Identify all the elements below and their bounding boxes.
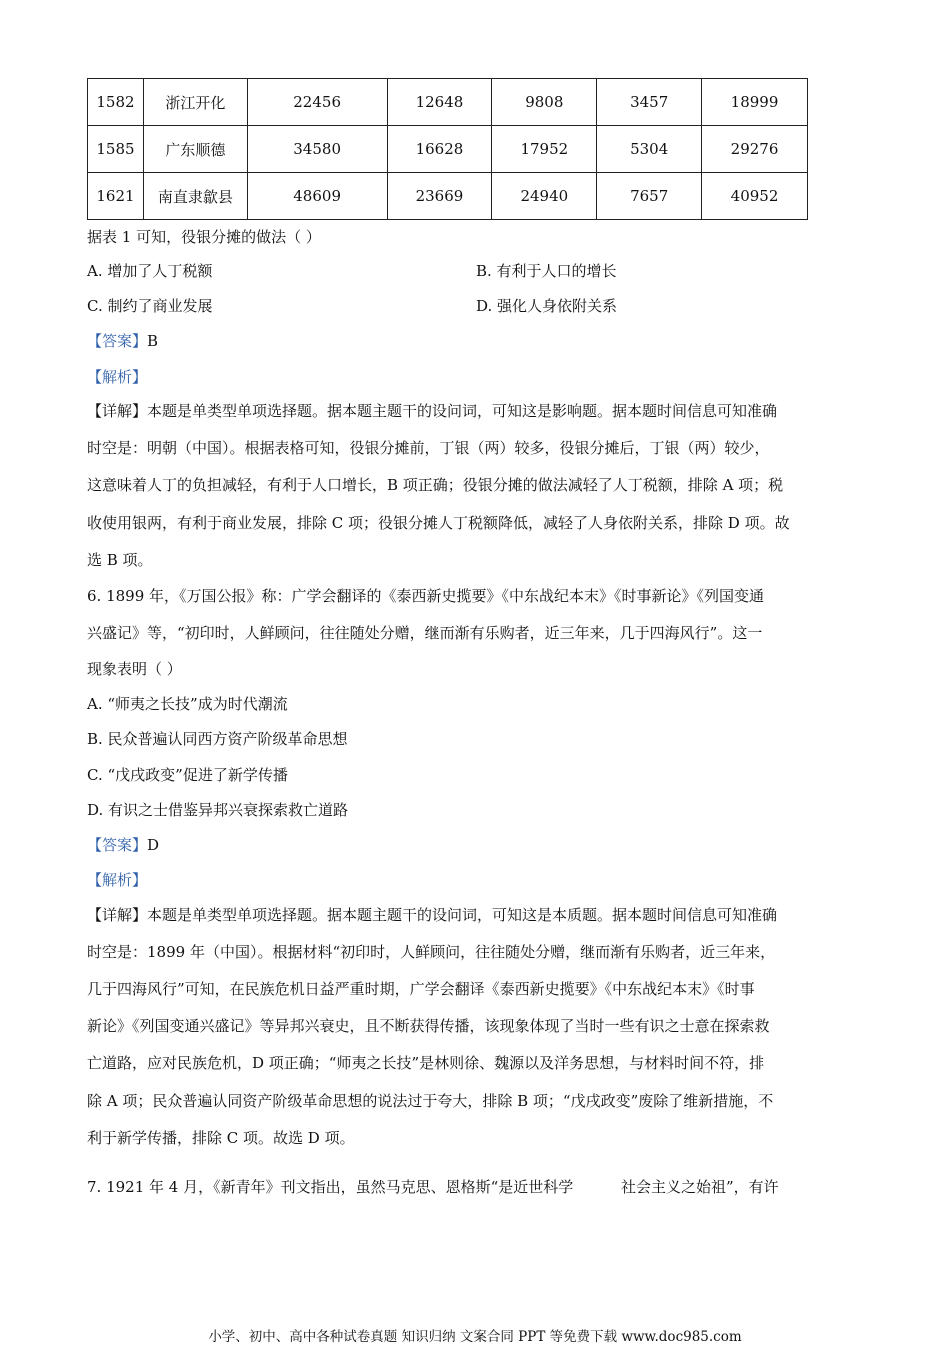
- q5-detail-line-2: 时空是：明朝（中国）。根据表格可知，役银分摊前，丁银（两）较多，役银分摊后，丁银（两）较少，: [87, 439, 770, 457]
- table-cell: 18999: [702, 79, 808, 126]
- q6-answer-line: [87, 835, 159, 855]
- q6-option-c: C. “戊戌政变”促进了新学传播: [87, 766, 288, 784]
- q6-option-b: B. 民众普遍认同西方资产阶级革命思想: [87, 730, 348, 748]
- data-table: [87, 78, 808, 220]
- q6-stem-line-3: 现象表明（ ）: [87, 660, 182, 678]
- table-cell: 7657: [597, 173, 702, 220]
- q5-detail-line-1: 【详解】本题是单类型单项选择题。据本题主题干的设问词，可知这是影响题。据本题时间信息可知准确: [87, 402, 778, 420]
- q6-answer-tag: 【答案】: [87, 836, 148, 854]
- table-cell: 16628: [387, 126, 492, 173]
- q5-option-c: C. 制约了商业发展: [87, 297, 213, 315]
- q6-answer-value: D: [147, 836, 160, 854]
- q6-option-d: D. 有识之士借鉴异邦兴衰探索救亡道路: [87, 801, 349, 819]
- table-row: [88, 126, 808, 173]
- table-cell: 1621: [88, 173, 144, 220]
- q6-analysis-line: [87, 870, 147, 890]
- q5-detail-line-3: 这意味着人丁的负担减轻，有利于人口增长，B 项正确；役银分摊的做法减轻了人丁税额，排除 A 项；税: [87, 476, 784, 494]
- table-cell: 22456: [247, 79, 387, 126]
- q5-analysis-tag: 【解析】: [87, 368, 148, 386]
- table-cell: 24940: [492, 173, 597, 220]
- table-row: [88, 79, 808, 126]
- q5-option-d: D. 强化人身依附关系: [476, 297, 618, 315]
- table-cell: 34580: [247, 126, 387, 173]
- table-cell: 17952: [492, 126, 597, 173]
- table-cell: 12648: [387, 79, 492, 126]
- table-cell: 23669: [387, 173, 492, 220]
- q5-detail-line-5: 选 B 项。: [87, 551, 153, 569]
- table-cell: 1582: [88, 79, 144, 126]
- table-cell: 南直隶歙县: [143, 173, 247, 220]
- q5-answer-value: B: [147, 332, 159, 350]
- table-cell: 3457: [597, 79, 702, 126]
- q6-stem-line-1: 6. 1899 年，《万国公报》称：广学会翻译的《泰西新史揽要》《中东战纪本末》《时事新论》《列国变通: [87, 587, 765, 605]
- table-row: [88, 173, 808, 220]
- q6-detail-tag: 【详解】: [87, 906, 148, 924]
- q6-option-a: A. “师夷之长技”成为时代潮流: [87, 695, 288, 713]
- q5-stem: 据表 1 可知，役银分摊的做法（ ）: [87, 228, 321, 246]
- q5-detail-tag: 【详解】: [87, 402, 148, 420]
- table-cell: 浙江开化: [143, 79, 247, 126]
- table-cell: 广东顺德: [143, 126, 247, 173]
- page-footer: 小学、初中、高中各种试卷真题 知识归纳 文案合同 PPT 等免费下载 www.doc985.com: [208, 1329, 742, 1345]
- table-cell: 5304: [597, 126, 702, 173]
- q5-analysis-line: [87, 367, 147, 387]
- table-cell: 9808: [492, 79, 597, 126]
- table-cell: 1585: [88, 126, 144, 173]
- q6-detail-line-6: 除 A 项；民众普遍认同资产阶级革命思想的说法过于夸大，排除 B 项；“戊戌政变”废除了维新措施，不: [87, 1092, 774, 1110]
- q5-answer-tag: 【答案】: [87, 332, 148, 350]
- q6-analysis-tag: 【解析】: [87, 871, 148, 889]
- q5-option-b: B. 有利于人口的增长: [476, 262, 617, 280]
- q6-detail-line-7: 利于新学传播，排除 C 项。故选 D 项。: [87, 1129, 355, 1147]
- q5-detail-line-4: 收使用银两，有利于商业发展，排除 C 项；役银分摊人丁税额降低，减轻了人身依附关系，排除 D 项。故: [87, 514, 790, 532]
- table-cell: 29276: [702, 126, 808, 173]
- q6-stem-line-2: 兴盛记》等，“初印时，人鲜顾问，往往随处分赠，继而渐有乐购者，近三年来，几于四海风行”。这一: [87, 624, 763, 642]
- q5-answer-line: [87, 331, 158, 351]
- table-cell: 40952: [702, 173, 808, 220]
- q6-detail-line-1: 【详解】本题是单类型单项选择题。据本题主题干的设问词，可知这是本质题。据本题时间信息可知准确: [87, 906, 778, 924]
- q6-detail-line-5: 亡道路，应对民族危机，D 项正确；“师夷之长技”是林则徐、魏源以及洋务思想，与材料时间不符，排: [87, 1054, 765, 1072]
- q6-detail-line-4: 新论》《列国变通兴盛记》等异邦兴衰史，且不断获得传播，该现象体现了当时一些有识之士意在探索救: [87, 1017, 770, 1035]
- q6-detail-line-2: 时空是：1899 年（中国）。根据材料“初印时，人鲜顾问，往往随处分赠，继而渐有乐购者，近三年来，: [87, 943, 776, 961]
- table-cell: 48609: [247, 173, 387, 220]
- q7-stem: 7. 1921 年 4 月，《新青年》刊文指出，虽然马克思、恩格斯“是近世科学 社会主义之始祖”，有许: [87, 1178, 779, 1196]
- q5-option-a: A. 增加了人丁税额: [87, 262, 213, 280]
- q6-detail-line-3: 几于四海风行”可知，在民族危机日益严重时期，广学会翻译《泰西新史揽要》《中东战纪本末》《时事: [87, 980, 755, 998]
